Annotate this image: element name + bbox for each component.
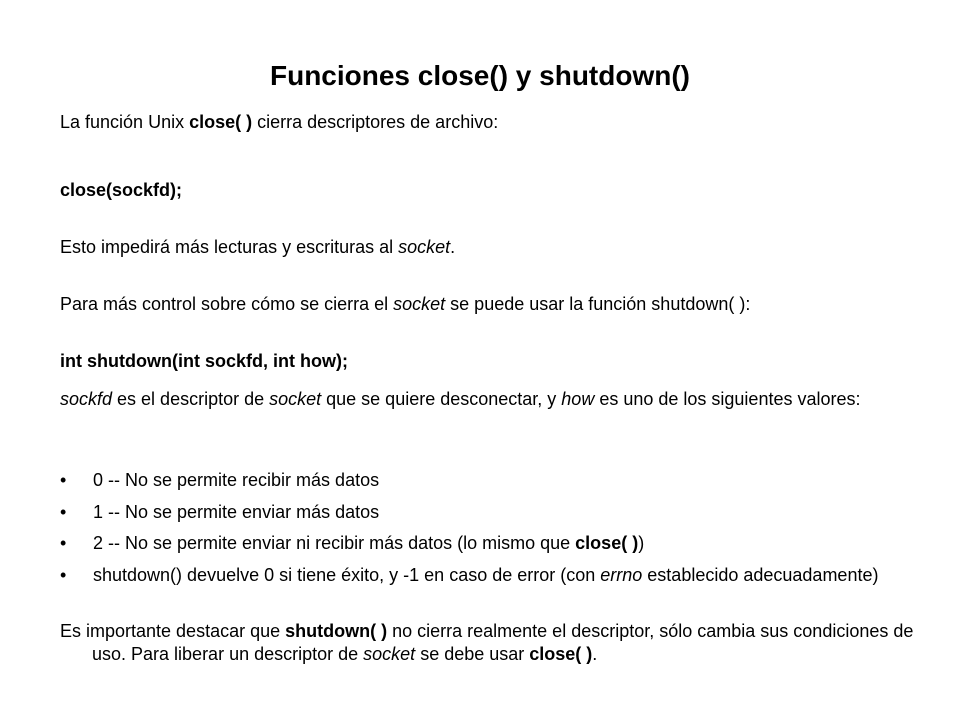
bullet-icon: • bbox=[60, 533, 67, 553]
text-segment: . bbox=[450, 237, 456, 257]
paragraph-closing-note bbox=[60, 620, 952, 666]
text-segment: cierra descriptores de archivo: bbox=[252, 112, 499, 132]
text-segment: es uno de los siguientes valores: bbox=[594, 389, 861, 409]
italic-term: socket bbox=[398, 237, 451, 257]
text-segment: se puede usar la función shutdown( ): bbox=[445, 294, 751, 314]
list-item-text bbox=[93, 532, 920, 555]
bullet-icon: • bbox=[60, 470, 67, 490]
list-item-text: 1 -- No se permite enviar más datos bbox=[93, 502, 380, 522]
italic-term: sockfd bbox=[60, 389, 113, 409]
italic-term: errno bbox=[600, 565, 643, 585]
bold-function-name: close( ) bbox=[575, 533, 639, 553]
list-item-text bbox=[93, 564, 920, 587]
text-segment: Para más control sobre cómo se cierra el bbox=[60, 294, 394, 314]
text-segment: Es importante destacar que bbox=[60, 621, 286, 641]
text-segment: Esto impedirá más lecturas y escrituras al bbox=[60, 237, 399, 257]
paragraph-shutdown-params bbox=[60, 388, 952, 411]
bold-function-name: close( ) bbox=[529, 644, 593, 664]
slide-title: Funciones close() y shutdown() bbox=[269, 60, 690, 91]
bold-function-name: close( ) bbox=[189, 112, 253, 132]
text-segment: que se quiere desconectar, y bbox=[321, 389, 562, 409]
bullet-icon: • bbox=[60, 565, 67, 585]
bullet-icon: • bbox=[60, 502, 67, 522]
text-segment: . bbox=[592, 644, 598, 664]
text-segment: shutdown() devuelve 0 si tiene éxito, y -1 en caso de error (con bbox=[93, 565, 601, 585]
italic-term: how bbox=[561, 389, 595, 409]
text-segment: ) bbox=[638, 533, 645, 553]
code-text: close(sockfd); bbox=[60, 180, 183, 200]
list-item-text: 0 -- No se permite recibir más datos bbox=[93, 470, 380, 490]
code-shutdown bbox=[60, 350, 920, 373]
code-close bbox=[60, 179, 920, 202]
code-text: int shutdown(int sockfd, int how); bbox=[60, 351, 348, 371]
paragraph-close-intro bbox=[60, 111, 920, 134]
text-segment: es el descriptor de bbox=[112, 389, 270, 409]
italic-term: socket bbox=[393, 294, 446, 314]
italic-term: socket bbox=[363, 644, 416, 664]
text-segment: establecido adecuadamente) bbox=[642, 565, 879, 585]
bold-function-name: shutdown( ) bbox=[285, 621, 388, 641]
text-segment: no cierra realmente el descriptor, sólo cambia sus condiciones de uso. Para liberar un descriptor de bbox=[92, 621, 914, 664]
text-segment: se debe usar bbox=[415, 644, 530, 664]
text-segment: 2 -- No se permite enviar ni recibir más datos (lo mismo que bbox=[93, 533, 576, 553]
italic-term: socket bbox=[269, 389, 322, 409]
paragraph-close-effect bbox=[60, 236, 920, 259]
text-segment: La función Unix bbox=[60, 112, 190, 132]
paragraph-shutdown-intro bbox=[60, 293, 920, 316]
